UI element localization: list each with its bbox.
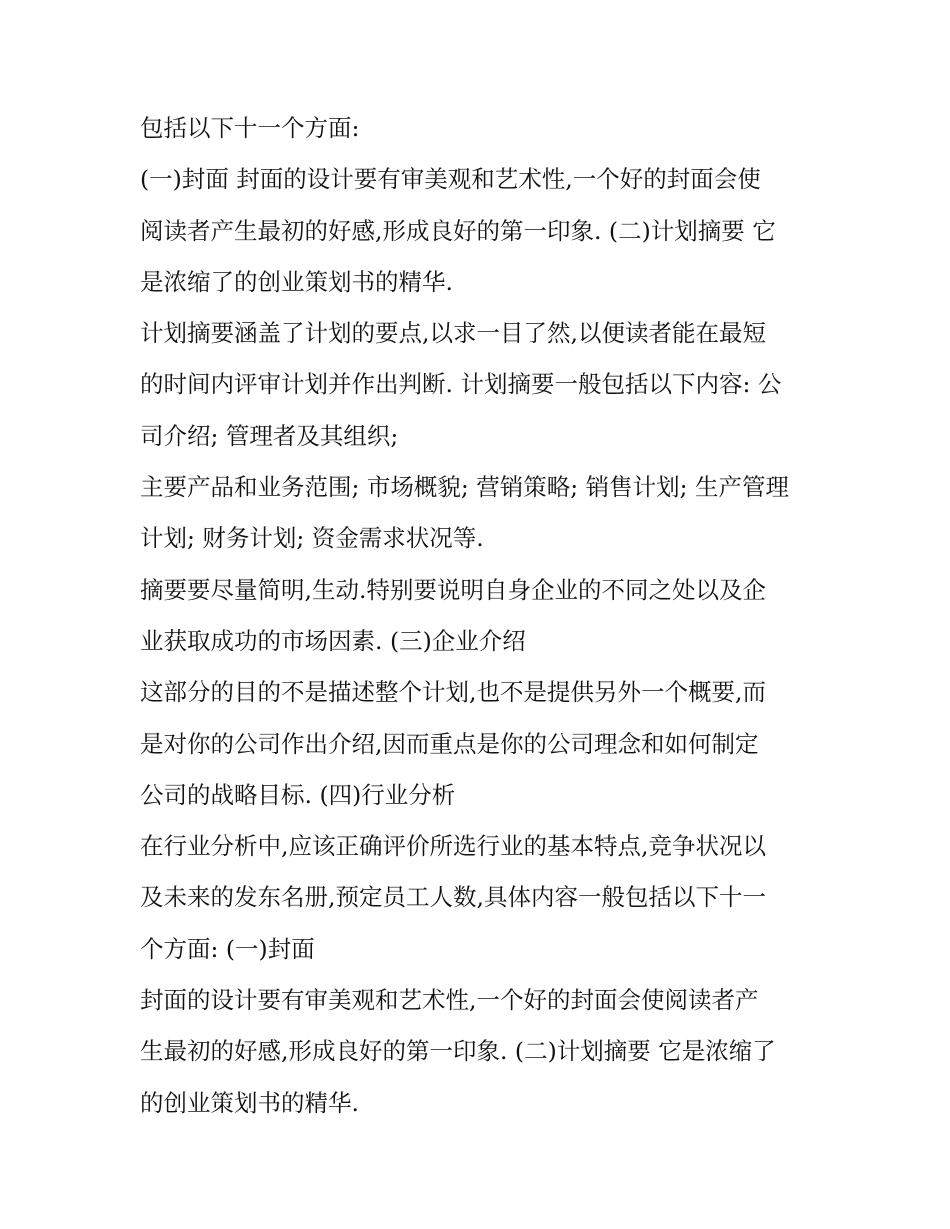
text-line: 在行业分析中,应该正确评价所选行业的基本特点,竞争状况以 xyxy=(140,832,766,861)
text-line: 摘要要尽量简明,生动.特别要说明自身企业的不同之处以及企 xyxy=(140,575,766,604)
text-line: (一)封面 封面的设计要有审美观和艺术性,一个好的封面会使 xyxy=(140,165,761,194)
document-body xyxy=(140,103,820,1129)
text-line: 阅读者产生最初的好感,形成良好的第一印象. (二)计划摘要 它 xyxy=(140,216,776,245)
text-line: 是浓缩了的创业策划书的精华. xyxy=(140,267,453,296)
text-line: 公司的战略目标. (四)行业分析 xyxy=(140,780,456,809)
text-line: 封面的设计要有审美观和艺术性,一个好的封面会使阅读者产 xyxy=(140,986,759,1015)
text-line: 业获取成功的市场因素. (三)企业介绍 xyxy=(140,626,526,655)
text-line: 计划摘要涵盖了计划的要点,以求一目了然,以便读者能在最短 xyxy=(140,319,766,348)
text-line: 包括以下十一个方面: xyxy=(140,114,360,142)
text-line: 司介绍; 管理者及其组织; xyxy=(140,421,399,450)
text-line: 这部分的目的不是描述整个计划,也不是提供另外一个概要,而 xyxy=(140,678,766,707)
text-line: 主要产品和业务范围; 市场概貌; 营销策略; 销售计划; 生产管理 xyxy=(140,473,790,502)
text-line: 计划; 财务计划; 资金需求状况等. xyxy=(140,524,484,553)
text-line: 生最初的好感,形成良好的第一印象. (二)计划摘要 它是浓缩了 xyxy=(140,1037,776,1066)
text-line: 的时间内评审计划并作出判断. 计划摘要一般包括以下内容: 公 xyxy=(140,370,782,399)
text-line: 是对你的公司作出介绍,因而重点是你的公司理念和如何制定 xyxy=(140,729,759,758)
text-line: 的创业策划书的精华. xyxy=(140,1088,359,1117)
text-line: 个方面: (一)封面 xyxy=(140,934,315,963)
text-line: 及未来的发东名册,预定员工人数,具体内容一般包括以下十一 xyxy=(140,883,766,912)
